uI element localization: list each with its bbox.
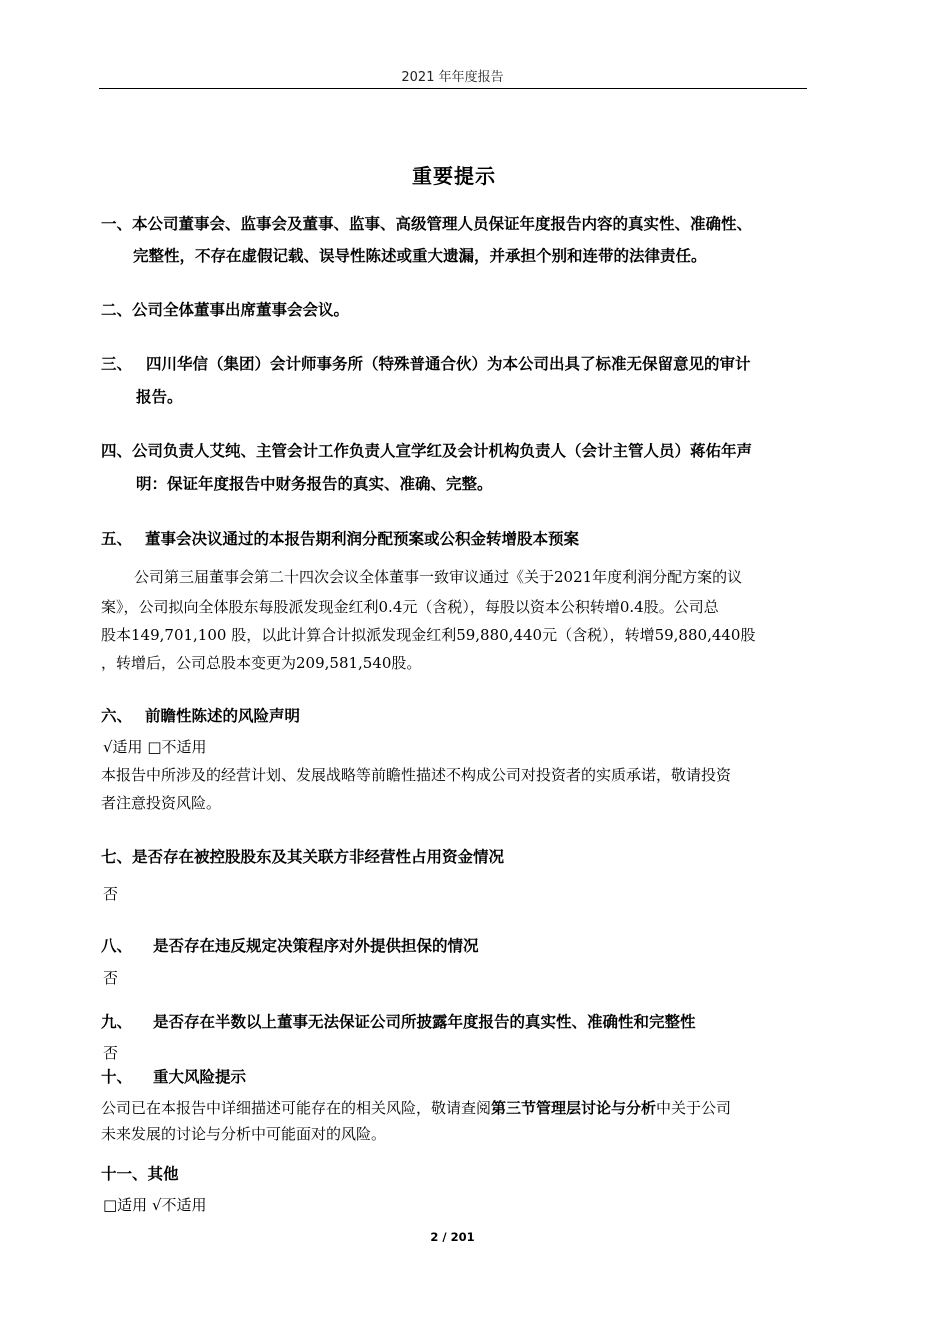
item-3-line-2: 报告。 [136, 388, 183, 406]
item-4-line-2: 明：保证年度报告中财务报告的真实、准确、完整。 [136, 475, 493, 493]
item-9-answer: 否 [103, 1044, 119, 1062]
item-11-heading: 十一、其他 [101, 1165, 179, 1183]
item-5-para-line-1: 公司第三届董事会第二十四次会议全体董事一致审议通过《关于2021年度利润分配方案的议 [134, 568, 743, 586]
item-6-number: 六、 [101, 707, 133, 725]
item-10-number: 十、 [101, 1068, 133, 1086]
running-header: 2021 年年度报告 [401, 70, 504, 85]
item-9-number: 九、 [101, 1013, 133, 1031]
item-6-para-line-1: 本报告中所涉及的经营计划、发展战略等前瞻性描述不构成公司对投资者的实质承诺，敬请投资 [101, 766, 732, 784]
item-10-heading: 重大风险提示 [153, 1068, 247, 1086]
item-8-number: 八、 [101, 937, 133, 955]
item-10-para-line-1 [101, 1097, 731, 1118]
item-5-heading: 董事会决议通过的本报告期利润分配预案或公积金转增股本预案 [145, 530, 580, 548]
item-5-para-line-3: 股本149,701,100 股，以此计算合计拟派发现金红利59,880,440元（含税），转增59,880,440股 [101, 626, 756, 644]
item-8-heading: 是否存在违反规定决策程序对外提供担保的情况 [153, 937, 479, 955]
item-3-number: 三、 [101, 355, 133, 373]
item-1-line-1: 一、本公司董事会、监事会及董事、监事、高级管理人员保证年度报告内容的真实性、准确性、 [101, 215, 753, 233]
item-7-answer: 否 [103, 885, 119, 903]
item-6-para-line-2: 者注意投资风险。 [101, 794, 222, 812]
item-5-number: 五、 [101, 530, 133, 548]
item-1-line-2: 完整性，不存在虚假记载、误导性陈述或重大遗漏，并承担个别和连带的法律责任。 [133, 247, 707, 265]
item-3-line-1: 四川华信（集团）会计师事务所（特殊普通合伙）为本公司出具了标准无保留意见的审计 [146, 355, 751, 373]
page-title: 重要提示 [412, 164, 496, 188]
item-8-answer: 否 [103, 969, 119, 987]
item-10-section-reference: 第三节管理层讨论与分析 [491, 1099, 657, 1117]
item-5-para-line-2: 案》，公司拟向全体股东每股派发现金红利0.4元（含税），每股以资本公积转增0.4股。公司总 [101, 598, 719, 616]
item-2-line-1: 二、公司全体董事出席董事会会议。 [101, 301, 350, 319]
item-10-para-text-a: 公司已在本报告中详细描述可能存在的相关风险，敬请查阅 [101, 1099, 492, 1117]
item-9-heading: 是否存在半数以上董事无法保证公司所披露年度报告的真实性、准确性和完整性 [153, 1013, 696, 1031]
item-10-para-text-b: 中关于公司 [656, 1099, 732, 1117]
item-6-heading: 前瞻性陈述的风险声明 [145, 707, 301, 725]
item-11-applicability-options: □适用 √不适用 [103, 1196, 207, 1214]
page-number: 2 / 201 [430, 1230, 475, 1244]
item-6-applicability-options: √适用 □不适用 [103, 738, 207, 756]
item-7-heading: 七、是否存在被控股股东及其关联方非经营性占用资金情况 [101, 848, 505, 866]
item-4-line-1: 四、公司负责人艾纯、主管会计工作负责人宣学红及会计机构负责人（会计主管人员）蒋佑年声 [101, 442, 753, 460]
item-5-para-line-4: ，转增后，公司总股本变更为209,581,540股。 [101, 654, 422, 672]
header-rule [99, 88, 807, 89]
item-10-para-line-2: 未来发展的讨论与分析中可能面对的风险。 [101, 1125, 387, 1143]
